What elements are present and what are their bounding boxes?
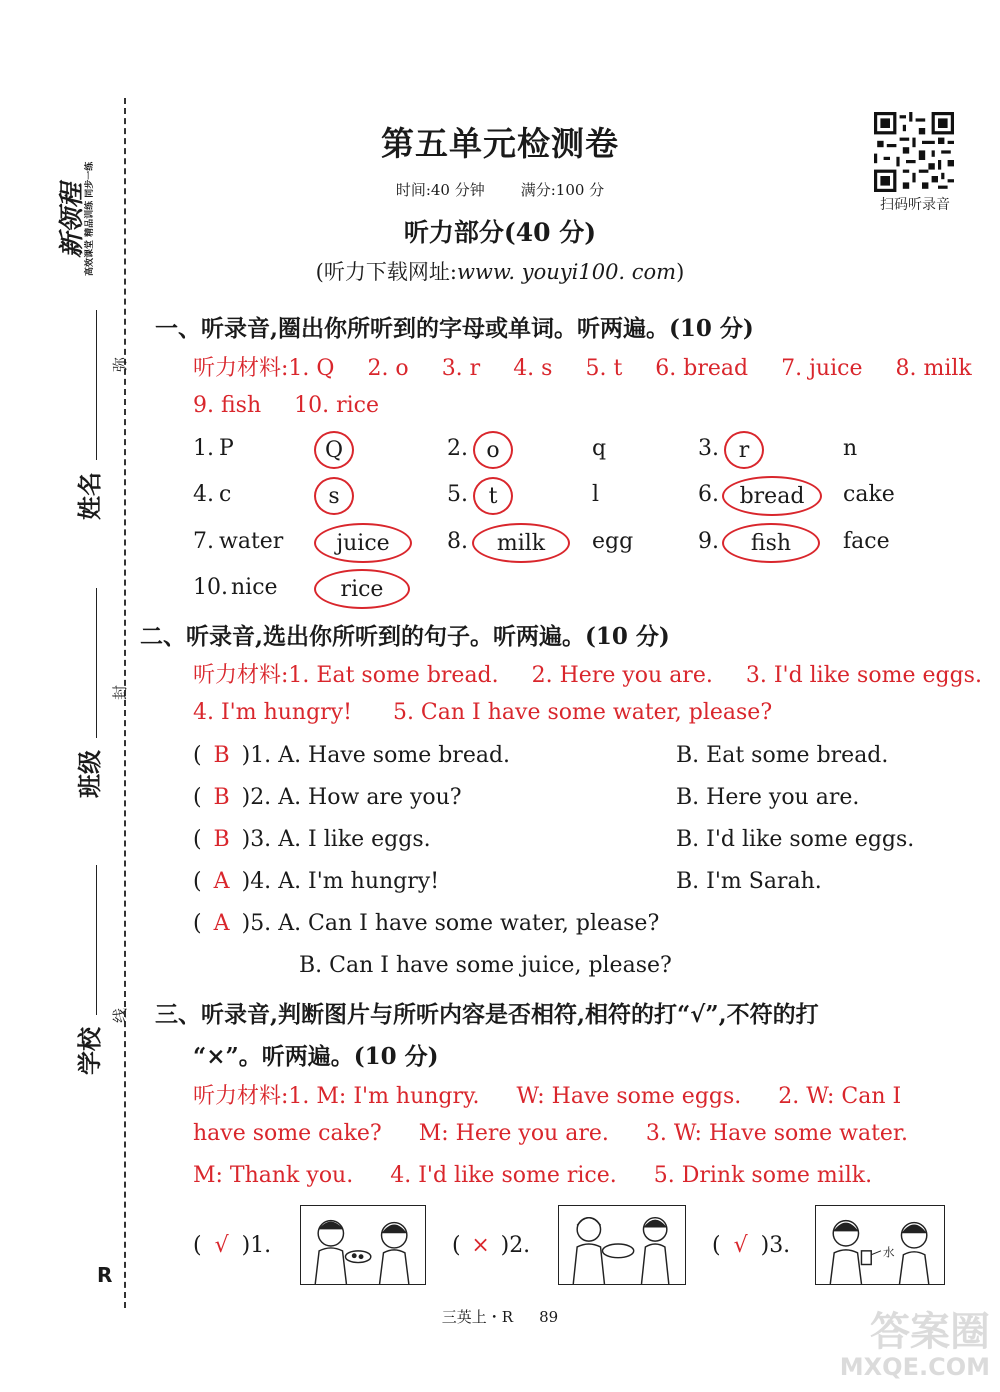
section3-heading-line2: “×”。听两遍。(10 分) xyxy=(193,1043,439,1070)
choice-number: 9. xyxy=(698,529,719,554)
name-field[interactable] xyxy=(70,310,106,520)
brand-title: 新领程 xyxy=(57,182,86,258)
material-item: 5. Can I have some water, please? xyxy=(392,700,773,725)
url-link[interactable]: www. youyi100. com xyxy=(456,260,677,284)
qr-caption: 扫码听录音 xyxy=(880,197,950,213)
choice-b[interactable]: cake xyxy=(843,482,895,507)
material-item: M: Here you are. xyxy=(418,1121,609,1146)
picture-cake-handover xyxy=(558,1205,686,1285)
choice-number: 8. xyxy=(447,529,468,554)
judge-number: 2. xyxy=(509,1233,531,1258)
exam-meta xyxy=(0,179,1000,200)
material-item: 5. Drink some milk. xyxy=(653,1163,873,1188)
judge-row: ( √ )3. xyxy=(712,1233,791,1258)
option-a[interactable]: A. Can I have some water, please? xyxy=(278,911,660,936)
material-item: 8. milk xyxy=(895,356,972,381)
option-b[interactable]: B. Can I have some juice, please? xyxy=(299,953,672,978)
material-item: 4. s xyxy=(513,356,553,381)
circled-answer[interactable]: juice xyxy=(314,523,412,563)
answer-blank[interactable]: B xyxy=(213,785,230,810)
choice-number: 10. xyxy=(193,575,228,600)
section3-heading-line1: 三、听录音,判断图片与所听内容是否相符,相符的打“√”,不符的打 xyxy=(155,1001,819,1028)
full-score: 满分:100 分 xyxy=(520,181,605,199)
download-url xyxy=(0,256,1000,286)
section1-heading: 一、听录音,圈出你所听到的字母或单词。听两遍。(10 分) xyxy=(155,315,754,342)
choice-number: 3. xyxy=(698,436,719,461)
circled-answer[interactable]: rice xyxy=(314,569,410,609)
material-item: W: Have some eggs. xyxy=(516,1084,742,1109)
brand-subtitle: 高效课堂 精品训练 同步一练 xyxy=(85,161,95,276)
school-line[interactable] xyxy=(96,865,97,1015)
choice-b[interactable]: face xyxy=(843,529,890,554)
question-number: 4. xyxy=(250,869,272,894)
material-item: 3. r xyxy=(441,356,481,381)
option-b[interactable]: B. Here you are. xyxy=(676,785,860,810)
choice-b[interactable]: egg xyxy=(592,529,634,554)
judge-answer[interactable]: √ xyxy=(214,1233,229,1258)
choice-a[interactable]: P xyxy=(219,436,234,461)
choice-number: 2. xyxy=(447,436,468,461)
question-number: 1. xyxy=(250,743,272,768)
judge-row: ( √ )1. xyxy=(193,1233,272,1258)
material-item: 3. W: Have some water. xyxy=(645,1121,909,1146)
option-a[interactable]: A. I like eggs. xyxy=(278,827,431,852)
material-item: 7. juice xyxy=(781,356,863,381)
material-item: 10. rice xyxy=(294,393,379,418)
circled-answer[interactable]: s xyxy=(314,477,354,515)
option-a[interactable]: A. Have some bread. xyxy=(278,743,511,768)
judge-number: 3. xyxy=(769,1233,791,1258)
choice-b[interactable]: l xyxy=(592,482,600,507)
seal-char-2: 封 xyxy=(111,684,130,701)
page-number: 89 xyxy=(539,1308,559,1326)
choice-a[interactable]: water xyxy=(219,529,284,554)
judge-row: ( × )2. xyxy=(452,1233,531,1258)
name-line[interactable] xyxy=(96,310,97,460)
question-number: 5. xyxy=(250,911,272,936)
material-item: M: Thank you. xyxy=(193,1163,354,1188)
circled-answer[interactable]: fish xyxy=(722,523,820,563)
choice-number: 5. xyxy=(447,482,468,507)
qr-code-icon[interactable] xyxy=(874,112,954,192)
circled-answer[interactable]: milk xyxy=(472,523,570,563)
option-b[interactable]: B. I'd like some eggs. xyxy=(676,827,915,852)
choice-number: 6. xyxy=(698,482,719,507)
material-label: 听力材料: xyxy=(193,356,289,381)
school-field[interactable] xyxy=(70,865,106,1075)
material-item: 9. fish xyxy=(193,393,262,418)
circled-answer[interactable]: t xyxy=(473,477,513,515)
judge-answer[interactable]: √ xyxy=(733,1233,748,1258)
choice-number: 4. xyxy=(193,482,214,507)
judge-number: 1. xyxy=(250,1233,272,1258)
watermark-site: MXQE.COM xyxy=(839,1353,990,1381)
picture-water-handover xyxy=(815,1205,945,1285)
url-prefix: (听力下载网址: xyxy=(315,260,457,284)
picture-girl-offers-eggs xyxy=(300,1205,426,1285)
footer-book: 三英上・R xyxy=(441,1308,514,1326)
material-item: 1. Q xyxy=(288,356,335,381)
option-b[interactable]: B. Eat some bread. xyxy=(676,743,889,768)
url-suffix: ) xyxy=(676,260,685,284)
watermark xyxy=(820,1300,990,1390)
material-item: have some cake? xyxy=(193,1121,382,1146)
answer-blank[interactable]: B xyxy=(213,827,230,852)
section1-material-line1 xyxy=(193,351,972,382)
section1-material-line2 xyxy=(193,393,379,418)
section3-material-line3 xyxy=(193,1163,872,1188)
material-label: 听力材料: xyxy=(193,663,289,688)
question-number: 3. xyxy=(250,827,272,852)
circled-answer[interactable]: o xyxy=(473,431,513,469)
choice-number: 1. xyxy=(193,436,214,461)
seal-char-1: 弥 xyxy=(111,356,130,373)
choice-number: 7. xyxy=(193,529,214,554)
class-field[interactable] xyxy=(70,588,106,798)
material-label: 听力材料: xyxy=(193,1084,289,1109)
watermark-text: 答案圈 xyxy=(870,1308,990,1355)
picture-water-label: 水 xyxy=(882,1245,895,1260)
material-item: 2. Here you are. xyxy=(531,663,713,688)
name-label: 姓名 xyxy=(75,472,104,520)
section3-material-line2 xyxy=(193,1121,908,1146)
section2-heading: 二、听录音,选出你所听到的句子。听两遍。(10 分) xyxy=(140,623,670,650)
answer-blank[interactable]: A xyxy=(213,911,230,936)
option-b[interactable]: B. I'm Sarah. xyxy=(676,869,822,894)
answer-blank[interactable]: A xyxy=(213,869,230,894)
class-label: 班级 xyxy=(75,750,104,798)
question-number: 2. xyxy=(250,785,272,810)
question-row: ( B )3. A. I like eggs. xyxy=(193,827,431,852)
question-row: ( B )2. A. How are you? xyxy=(193,785,462,810)
school-label: 学校 xyxy=(75,1027,104,1075)
section-subtitle: 听力部分(40 分) xyxy=(403,218,597,247)
class-line[interactable] xyxy=(96,588,97,738)
choice-b[interactable]: q xyxy=(592,436,607,461)
corner-mark: R xyxy=(97,1263,113,1287)
material-item: 2. o xyxy=(367,356,409,381)
material-item: 4. I'd like some rice. xyxy=(390,1163,617,1188)
material-item: 6. bread xyxy=(655,356,749,381)
choice-a[interactable]: nice xyxy=(231,575,278,600)
material-item: 1. M: I'm hungry. xyxy=(288,1084,480,1109)
material-item: 5. t xyxy=(585,356,623,381)
material-item: 4. I'm hungry! xyxy=(193,700,352,725)
choice-a[interactable]: c xyxy=(219,482,232,507)
material-item: 2. W: Can I xyxy=(778,1084,902,1109)
seal-char-3: 线 xyxy=(111,1007,130,1024)
question-row: ( A )4. A. I'm hungry! xyxy=(193,869,440,894)
circled-answer[interactable]: Q xyxy=(314,431,354,469)
material-item: 1. Eat some bread. xyxy=(288,663,499,688)
question-row: ( A )5. A. Can I have some water, please? xyxy=(193,911,660,936)
option-a[interactable]: A. I'm hungry! xyxy=(278,869,440,894)
answer-blank[interactable]: B xyxy=(213,743,230,768)
section2-material-line2 xyxy=(193,700,772,725)
circled-answer[interactable]: r xyxy=(724,431,764,469)
page-title: 第五单元检测卷 xyxy=(381,124,619,163)
material-item: 3. I'd like some eggs. xyxy=(745,663,982,688)
judge-answer[interactable]: × xyxy=(471,1233,490,1258)
time-limit: 时间:40 分钟 xyxy=(395,181,485,199)
question-row: ( B )1. A. Have some bread. xyxy=(193,743,511,768)
section3-material-line1 xyxy=(193,1079,901,1110)
circled-answer[interactable]: bread xyxy=(722,476,822,516)
option-a[interactable]: A. How are you? xyxy=(278,785,462,810)
choice-b[interactable]: n xyxy=(843,436,858,461)
section2-material-line1 xyxy=(193,658,982,689)
